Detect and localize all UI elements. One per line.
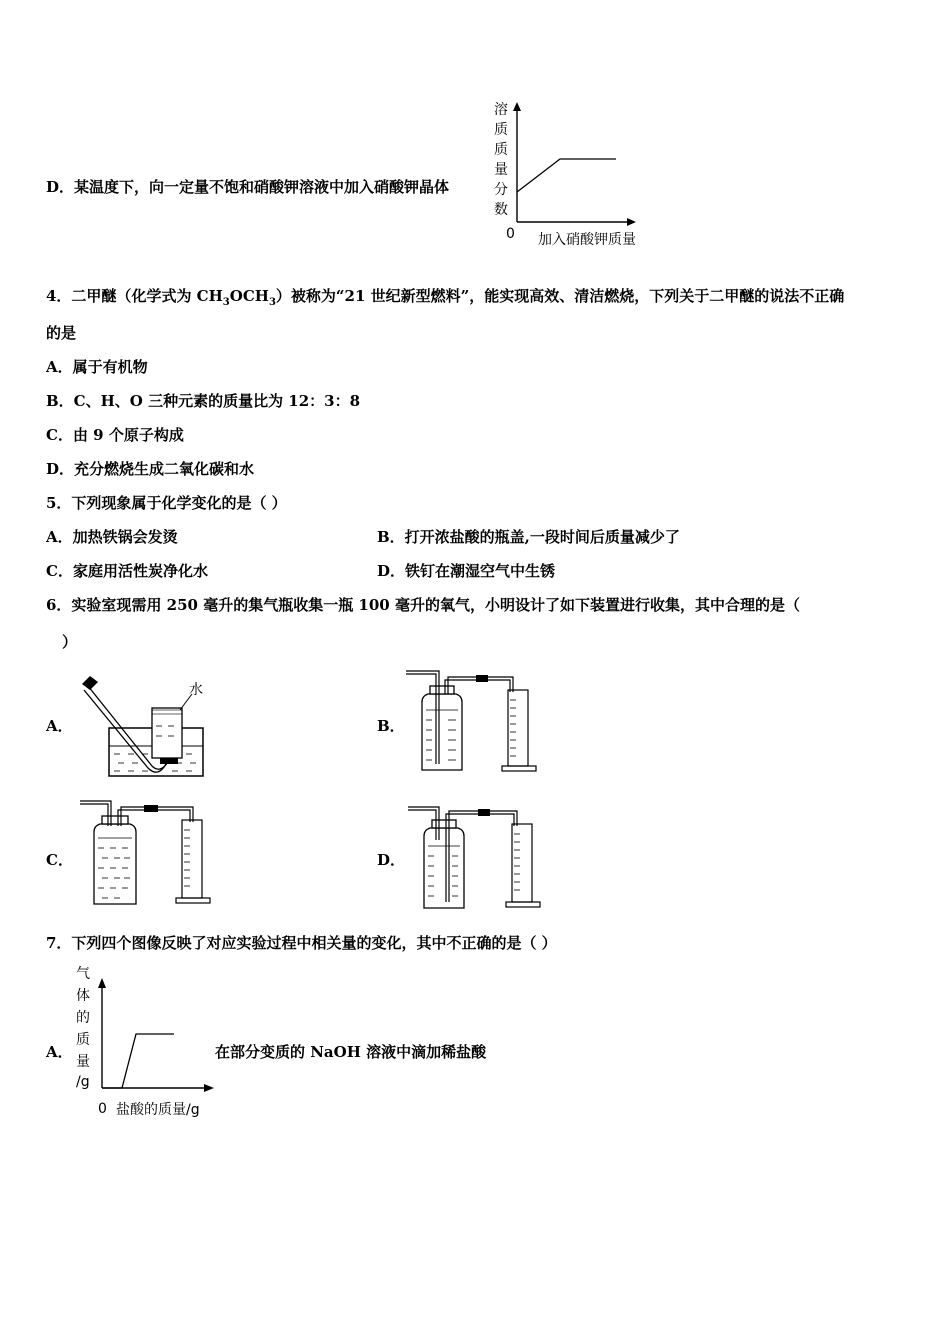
bottle-body [94,824,136,904]
q5-option-a: A．加热铁锅会发烫 [46,528,178,546]
q3-ylabel-4: 分 [494,182,508,198]
q5-stem: 5．下列现象属于化学变化的是（ ） [46,494,287,512]
q7-ylabel-4: 量 [76,1054,90,1070]
cylinder-base [176,898,210,903]
q7-stem: 7．下列四个图像反映了对应实验过程中相关量的变化，其中不正确的是（ ） [46,934,557,952]
q6-stem-cont: ） [62,633,78,651]
q4-option-a: A．属于有机物 [46,358,148,376]
rubber-joint [144,805,158,812]
q5-option-c: C．家庭用活性炭净化水 [46,562,208,580]
q4-stem [46,286,844,313]
q3-ylabel-2: 质 [494,142,508,158]
q6-label-c: C． [46,851,73,869]
q7-ylabel-0: 气 [76,966,90,982]
q3-ylabel-1: 质 [494,122,508,138]
q7-option-a-label: A． [46,1043,73,1061]
q3-y-arrow [513,102,521,111]
q7-graph [70,962,230,1122]
bottle-stand [160,758,178,764]
q4-stem-part2: OCH [229,287,269,305]
cylinder-base [506,902,540,907]
q3-graph-y-label [494,101,508,218]
q7-curve [102,1034,174,1088]
rubber-tube [82,676,98,690]
q4-sub1: 3 [222,297,230,308]
q7-ylabel-5: /g [76,1074,90,1090]
rubber-joint [478,809,490,816]
q4-option-b: B．C、H、O 三种元素的质量比为 12：3：8 [46,392,361,410]
outlet-tube [445,680,510,694]
q3-graph [488,98,648,248]
q7-option-a-text: 在部分变质的 NaOH 溶液中滴加稀盐酸 [215,1043,487,1061]
q4-option-c: C．由 9 个原子构成 [46,426,184,444]
q6-apparatus-a [76,670,216,782]
q7-ylabel-2: 的 [76,1010,90,1026]
q7-graph-y-label [76,966,90,1090]
stopper [102,816,128,824]
q3-ylabel-5: 数 [494,202,508,218]
q3-option-d [46,177,449,197]
cylinder-ticks [514,834,520,890]
q4-stem-part3: ）被称为“21 世纪新型燃料”，能实现高效、清洁燃烧，下列关于二甲醚的说法不正确 [275,287,845,305]
q3-ylabel-3: 量 [494,162,508,178]
q3-option-d-label: D． [46,178,75,196]
cylinder-ticks [510,700,516,756]
q6-label-b: B． [377,717,405,735]
q6-apparatus-d [404,800,548,914]
q7-x-label: 盐酸的质量/g [116,1102,200,1118]
q7-ylabel-3: 质 [76,1032,90,1048]
q6-stem: 6．实验室现需用 250 毫升的集气瓶收集一瓶 100 毫升的氧气，小明设计了如下装置进行收集，其中合理的是（ [46,596,800,614]
q6-apparatus-c [78,798,220,910]
q7-y-arrow [98,978,106,988]
q6-label-d: D． [377,851,406,869]
q4-stem-cont: 的是 [46,324,77,342]
cylinder-base [502,766,536,771]
q4-sub2: 3 [268,297,276,308]
q3-origin: 0 [506,226,515,242]
q6-label-a: A． [46,717,73,735]
measuring-cylinder [508,690,528,766]
water-label: 水 [189,682,203,698]
stopper [430,686,454,694]
q7-ylabel-1: 体 [76,988,90,1004]
cylinder-ticks [184,830,190,886]
q5-option-b: B．打开浓盐酸的瓶盖,一段时间后质量减少了 [377,528,680,546]
inverted-bottle [152,708,182,758]
q6-apparatus-b [402,666,544,776]
q3-curve [517,159,616,192]
rubber-joint [476,675,488,682]
bottle-body [422,694,462,770]
q3-option-d-text: 某温度下，向一定量不饱和硝酸钾溶液中加入硝酸钾晶体 [74,178,450,196]
q7-x-arrow [204,1084,214,1092]
q3-ylabel-0: 溶 [494,102,508,118]
q4-option-d: D．充分燃烧生成二氧化碳和水 [46,460,255,478]
q3-x-label: 加入硝酸钾质量 [538,232,636,248]
q4-stem-part1: 4．二甲醚（化学式为 CH [46,287,223,305]
q7-origin: 0 [98,1101,107,1117]
q3-x-arrow [627,218,636,226]
q5-option-d: D．铁钉在潮湿空气中生锈 [377,562,556,580]
